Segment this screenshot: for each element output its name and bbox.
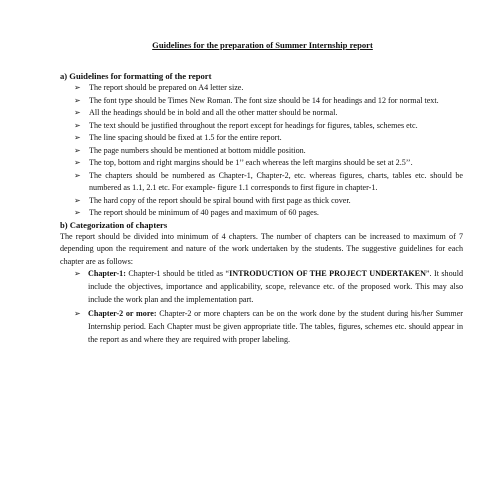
arrow-bullet-icon: ➢ bbox=[74, 145, 81, 155]
document-title: Guidelines for the preparation of Summer Internship report bbox=[152, 40, 373, 50]
arrow-bullet-icon: ➢ bbox=[74, 195, 81, 205]
arrow-bullet-icon: ➢ bbox=[74, 133, 81, 142]
arrow-bullet-icon: ➢ bbox=[74, 269, 81, 278]
arrow-bullet-icon: ➢ bbox=[74, 170, 81, 180]
list-item: ➢ The page numbers should be mentioned at bottom middle position. bbox=[60, 145, 463, 158]
list-item: ➢ Chapter-2 or more: Chapter-2 or more chapters can be on the work done by the student during his/her Summer Internship period. Each Chapter must be given appropriate title. The tables, figures, schemes etc. should appear in the report as and where they are required with proper labeling. bbox=[74, 308, 463, 344]
list-item: ➢ Chapter-1: Chapter-1 should be titled as “INTRODUCTION OF THE PROJECT UNDERTAKEN”. It should include the objectives, importance and applicability, scope, relevance etc. of the proposed work. This may also include the work plan and the implementation part. bbox=[74, 269, 463, 304]
list-item: ➢ The report should be prepared on A4 letter size. bbox=[60, 82, 463, 95]
list-item: ➢ The report should be minimum of 40 pages and maximum of 60 pages. bbox=[60, 207, 463, 220]
chapter-guidelines-list bbox=[60, 268, 463, 346]
arrow-bullet-icon: ➢ bbox=[74, 208, 81, 217]
chapter-label: Chapter-2 or more: bbox=[88, 308, 157, 318]
list-item: ➢ The font type should be Times New Roman. The font size should be 14 for headings and 12 for normal text. bbox=[60, 95, 463, 108]
list-item: ➢ The line spacing should be fixed at 1.5 for the entire report. bbox=[60, 132, 463, 145]
list-item: ➢ The chapters should be numbered as Chapter-1, Chapter-2, etc. whereas figures, charts, tables etc. should be numbered as 1.1, 2.1 etc. For example- figure 1.1 corresponds to first figure in chapter-1. bbox=[74, 170, 463, 192]
list-item: ➢ All the headings should be in bold and all the other matter should be normal. bbox=[60, 107, 463, 120]
section-a-heading: a) Guidelines for formatting of the report bbox=[60, 71, 212, 81]
chapter-label: Chapter-1: bbox=[88, 269, 126, 278]
chapter-title-emphasis: INTRODUCTION OF THE PROJECT UNDERTAKEN bbox=[229, 269, 426, 278]
section-b-heading: b) Categorization of chapters bbox=[60, 219, 168, 230]
arrow-bullet-icon: ➢ bbox=[74, 308, 81, 318]
arrow-bullet-icon: ➢ bbox=[74, 83, 81, 92]
list-item: ➢ The top, bottom and right margins should be 1’’ each whereas the left margins should be set at 2.5’’. bbox=[60, 157, 463, 170]
list-item: ➢ The text should be justified throughout the report except for headings for figures, tables, schemes etc. bbox=[60, 120, 463, 133]
arrow-bullet-icon: ➢ bbox=[74, 108, 81, 117]
arrow-bullet-icon: ➢ bbox=[74, 158, 81, 167]
arrow-bullet-icon: ➢ bbox=[74, 120, 81, 130]
section-b-intro: The report should be divided into minimum of 4 chapters. The number of chapters can be increased to maximum of 7 depending upon the requirement and nature of the work undertaken by the students. The suggestive guidelines for each chapter are as follows: bbox=[60, 231, 463, 266]
list-item: ➢ The hard copy of the report should be spiral bound with first page as thick cover. bbox=[60, 195, 463, 208]
arrow-bullet-icon: ➢ bbox=[74, 95, 81, 105]
formatting-guidelines-list bbox=[60, 82, 463, 220]
